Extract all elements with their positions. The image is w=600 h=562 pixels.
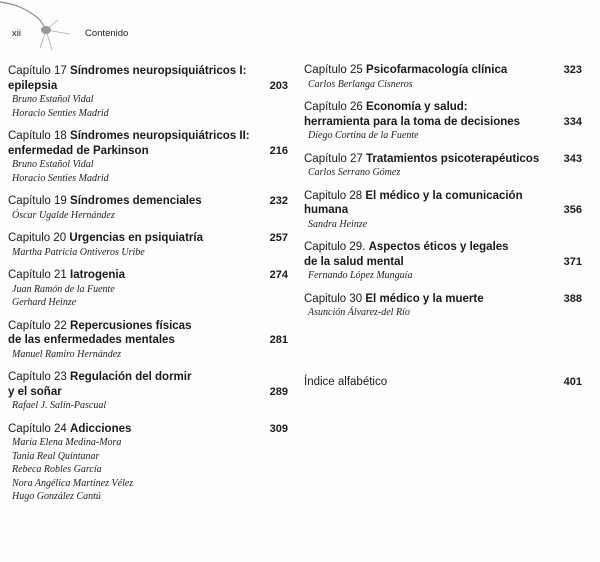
toc-entry[interactable] [304, 100, 584, 143]
chapter-label: Capitulo 28 [304, 189, 363, 202]
chapter-title: Economía y salud: [366, 101, 468, 113]
chapter-label: Capitulo 29. [304, 241, 366, 253]
author: Juan Ramón de la Fuente [12, 283, 115, 295]
toc-entry[interactable] [304, 292, 584, 320]
entry-heading [8, 129, 290, 158]
toc-entry[interactable] [8, 129, 290, 185]
chapter-title: Psicofarmacología clínica [366, 64, 508, 76]
chapter-label: Capítulo 18 [8, 130, 67, 142]
author: Carlos Berlanga Cisneros [308, 78, 413, 90]
entry-heading [304, 63, 584, 78]
page-ref: 323 [563, 64, 582, 76]
toc-entry[interactable] [8, 370, 290, 413]
page-number: xii [12, 28, 21, 39]
chapter-label: Capítulo 26 [304, 101, 363, 113]
chapter-label: Capítulo 17 [8, 65, 67, 77]
author: Rafael J. Salín-Pascual [12, 400, 107, 411]
chapter-title: Iatrogenia [70, 269, 125, 281]
chapter-label: Capítulo 22 [8, 319, 67, 332]
page-ref: 289 [269, 385, 288, 398]
page-ref: 274 [269, 269, 288, 281]
chapter-label: Capitulo 30 [304, 292, 363, 305]
index-label: Índice alfabético [304, 375, 388, 388]
author: Asunción Álvarez-del Río [308, 307, 410, 318]
chapter-title: humana [304, 204, 349, 216]
chapter-title: y el soñar [8, 385, 62, 398]
chapter-title: Síndromes neuropsiquiátricos II: [70, 130, 250, 142]
chapter-title: Urgencias en psiquiatría [69, 232, 203, 244]
chapter-title: herramienta para la toma de decisiones [304, 115, 521, 128]
entry-heading [8, 231, 290, 246]
entry-heading [8, 268, 290, 283]
chapter-title: El médico y la muerte [365, 292, 484, 305]
chapter-title: Tratamientos psicoterapéuticos [366, 152, 540, 165]
author: Bruno Estañol Vidal [12, 94, 94, 105]
author: Horacio Senties Madrid [12, 107, 109, 119]
toc-entry[interactable] [8, 422, 290, 504]
toc-entry[interactable] [304, 63, 584, 91]
author: Nora Angélica Martínez Vélez [12, 477, 134, 489]
toc-entry[interactable] [304, 240, 584, 283]
author: Horacio Senties Madrid [12, 172, 109, 184]
chapter-title: El médico y la comunicación [365, 189, 523, 202]
page-ref: 334 [563, 115, 582, 128]
right-column [304, 63, 584, 398]
toc-entry[interactable] [8, 64, 290, 120]
chapter-title: Repercusiones físicas [70, 319, 192, 332]
author: Tania Real Quintanar [12, 450, 100, 462]
author: Hugo González Cantú [12, 491, 101, 502]
author: Rebeca Robles García [12, 464, 102, 475]
chapter-label: Capítulo 27 [304, 152, 363, 165]
page-ref: 232 [269, 195, 288, 207]
chapter-label: Capítulo 23 [8, 371, 67, 383]
page-ref: 309 [269, 422, 288, 435]
chapter-label: Capítulo 24 [8, 422, 67, 435]
chapter-label: Capítulo 25 [304, 64, 363, 76]
page-ref: 281 [269, 334, 288, 346]
author: Óscar Ugalde Hernández [12, 209, 115, 221]
entry-heading [8, 194, 290, 209]
entry-heading [8, 64, 290, 93]
entry-heading [304, 100, 584, 129]
entry-heading [8, 422, 290, 437]
page-ref: 343 [563, 152, 582, 165]
page-ref: 388 [563, 292, 582, 305]
chapter-label: Capítulo 19 [8, 195, 67, 207]
entry-heading [304, 189, 584, 218]
entry-heading [304, 292, 584, 307]
chapter-title: de la salud mental [304, 255, 404, 268]
index-page: 401 [563, 375, 582, 388]
author: María Elena Medina-Mora [12, 437, 122, 448]
page-ref: 356 [563, 204, 582, 216]
author: Manuel Ramiro Hernández [12, 348, 122, 360]
page-ref: 203 [269, 79, 288, 92]
entry-heading [304, 152, 584, 167]
author: Carlos Serrano Gómez [308, 167, 401, 178]
author: Diego Cortina de la Fuente [308, 130, 419, 141]
toc-entry[interactable] [8, 231, 290, 259]
entry-heading [8, 370, 290, 399]
author: Sandra Heinze [308, 218, 368, 230]
page-ref: 216 [269, 144, 288, 157]
toc-entry[interactable] [8, 268, 290, 310]
entry-heading [8, 319, 290, 348]
toc-entry[interactable] [304, 189, 584, 232]
toc-entry[interactable] [8, 319, 290, 362]
chapter-title: Regulación del dormir [70, 371, 192, 383]
author: Martha Patricia Ontiveros Uribe [12, 246, 145, 258]
entry-heading [304, 240, 584, 269]
chapter-title: Síndromes neuropsiquiátricos I: [70, 65, 247, 77]
chapter-title: epilepsia [8, 79, 58, 92]
chapter-label: Capítulo 21 [8, 269, 67, 281]
chapter-title: de las enfermedades mentales [8, 334, 175, 346]
toc-entry[interactable] [304, 152, 584, 180]
chapter-title: Síndromes demenciales [70, 195, 202, 207]
chapter-label: Capitulo 20 [8, 232, 67, 244]
author: Bruno Estañol Vidal [12, 159, 94, 170]
toc-entry-index[interactable] [304, 375, 584, 390]
chapter-title: Adicciones [70, 422, 132, 435]
author: Gerhard Heinze [12, 297, 77, 308]
chapter-title: enfermedad de Parkinson [8, 144, 149, 157]
left-column [8, 64, 290, 513]
toc-entry[interactable] [8, 194, 290, 222]
section-title: Contenido [85, 28, 129, 39]
page-ref: 257 [269, 232, 288, 244]
author: Fernando López Munguía [308, 270, 413, 281]
chapter-title: Aspectos éticos y legales [368, 241, 509, 253]
page-ref: 371 [563, 255, 582, 268]
